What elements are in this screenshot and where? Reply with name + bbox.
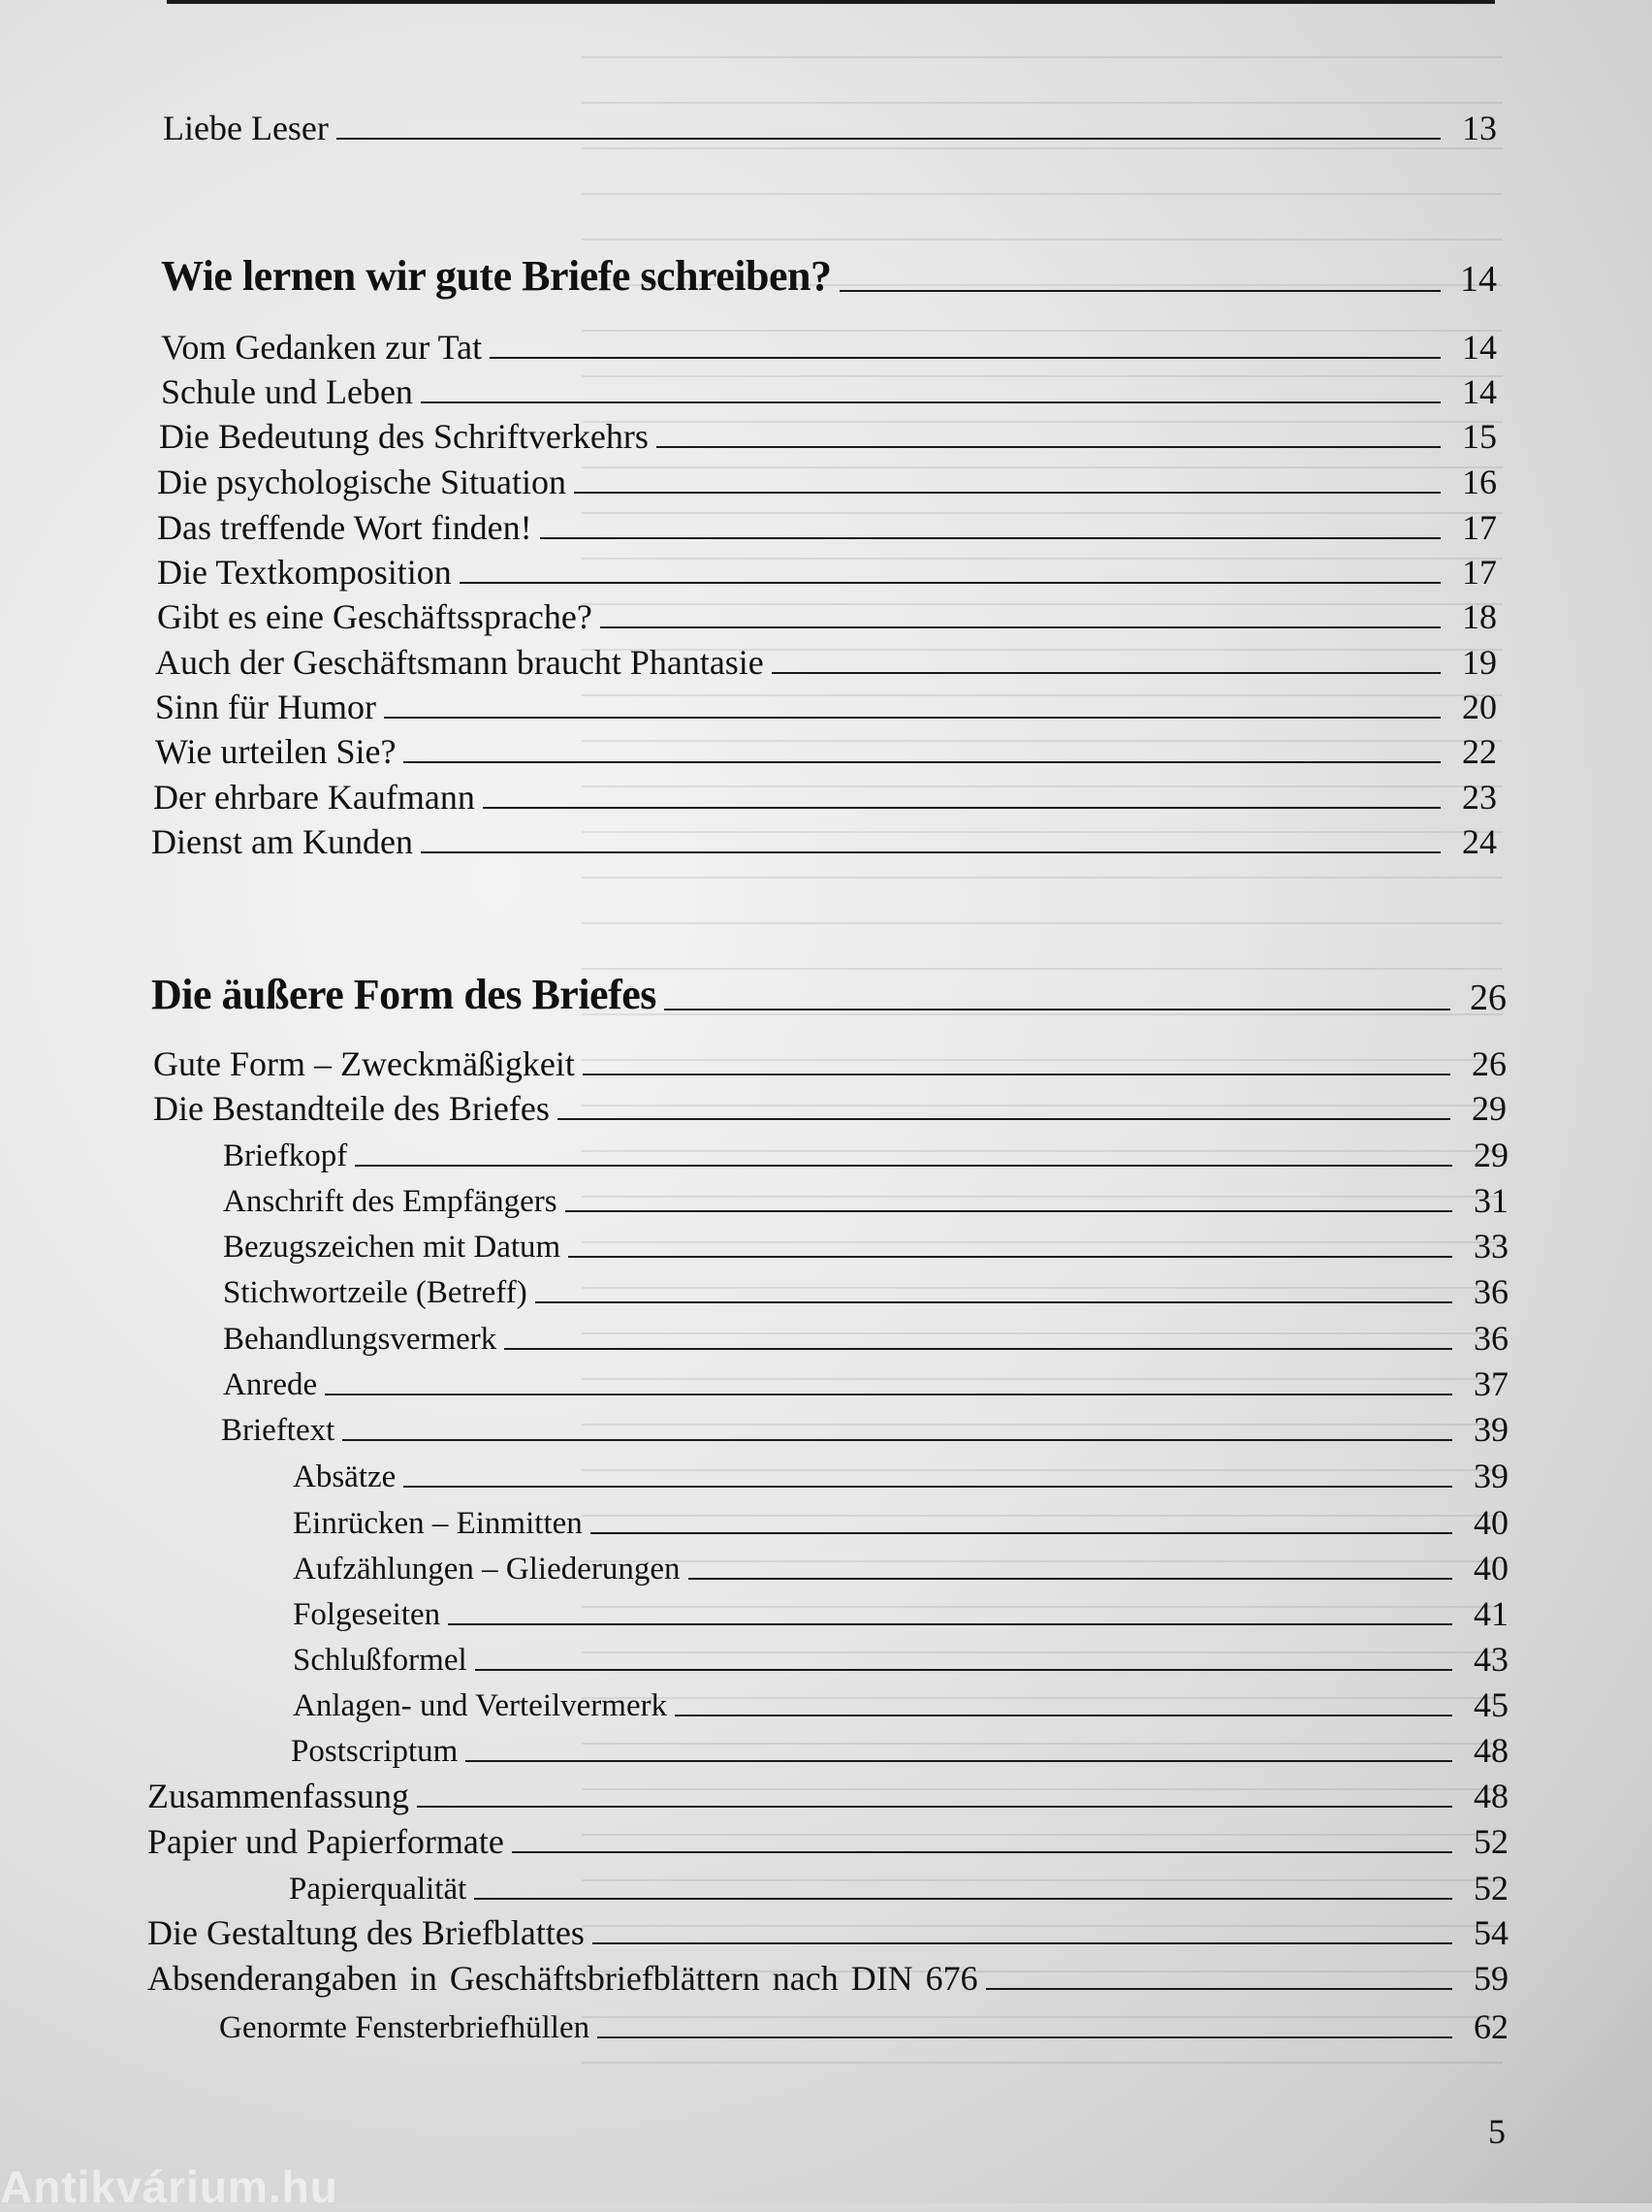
toc-entry-label: Stichwortzeile (Betreff) [223,1275,527,1310]
toc-entry-page: 40 [1474,1549,1509,1587]
toc-entry [159,419,1497,454]
toc-leader-line [465,1760,1452,1762]
toc-entry [147,1824,1509,1859]
toc-entry-label: Papier und Papierformate [147,1822,504,1861]
toc-leader-line [417,1806,1452,1808]
toc-leader-line [512,1851,1452,1853]
toc-leader-line [688,1578,1452,1580]
toc-leader-line [336,138,1441,140]
toc-entry-label: Liebe Leser [163,109,329,147]
toc-entry [157,510,1497,545]
toc-entry [223,1138,1509,1172]
toc-entry [157,599,1497,634]
toc-section-page: 26 [1470,978,1507,1018]
toc-section-title: Die äußere Form des Briefes [151,971,656,1018]
toc-entry-page: 14 [1462,328,1497,367]
toc-leader-line [772,672,1441,674]
toc-leader-line [475,1669,1452,1671]
toc-entry-label: Briefkopf [223,1138,348,1173]
toc-entry-page: 48 [1474,1731,1509,1770]
toc-entry-page: 59 [1474,1959,1509,1998]
toc-entry-page: 54 [1474,1913,1509,1952]
toc-entry-label: Vom Gedanken zur Tat [161,328,483,367]
toc-entry-label: Absätze [293,1459,397,1494]
toc-entry-page: 19 [1462,643,1497,682]
toc-entry [293,1596,1509,1631]
toc-entry [153,1091,1507,1126]
toc-entry-label: Gute Form – Zweckmäßigkeit [153,1044,575,1083]
toc-entry-label: Anlagen- und Verteilvermerk [293,1688,668,1723]
toc-entry-page: 16 [1462,463,1497,501]
toc-leader-line [448,1623,1452,1625]
toc-entry-label: Einrücken – Einmitten [293,1506,583,1541]
toc-entry [219,2009,1509,2044]
toc-entry-label: Die Textkomposition [157,553,452,592]
toc-entry [153,780,1497,815]
watermark: Antikvárium.hu [0,2162,338,2212]
toc-entry-page: 31 [1474,1181,1509,1220]
toc-entry-page: 17 [1462,508,1497,547]
page-number: 5 [1488,2112,1506,2151]
toc-leader-line [403,761,1441,763]
toc-leader-line [535,1301,1452,1303]
toc-entry [291,1733,1509,1768]
toc-entry [147,1961,1509,1996]
toc-entry-label: Die Gestaltung des Briefblattes [147,1913,585,1952]
toc-entry [293,1687,1509,1722]
toc-entry [161,330,1497,365]
toc-leader-line [460,582,1441,584]
toc-entry [293,1459,1509,1493]
toc-leader-line [403,1486,1452,1488]
toc-entry-label: Folgeseiten [293,1597,441,1632]
toc-entry [155,734,1497,769]
toc-entry-label: Absenderangaben in Geschäftsbriefblättern nach DIN 676 [147,1959,978,1998]
toc-entry-label: Das treffende Wort finden! [157,508,532,547]
toc-entry [223,1321,1509,1356]
toc-entry-page: 29 [1472,1089,1507,1128]
toc-entry-page: 52 [1474,1822,1509,1861]
toc-leader-line [664,1009,1450,1010]
toc-entry-label: Schlußformel [293,1643,467,1678]
toc-entry-page: 29 [1474,1136,1509,1174]
toc-entry [223,1229,1509,1264]
toc-entry-page: 14 [1462,372,1497,411]
toc-entry [147,1915,1509,1950]
toc-entry [223,1274,1509,1309]
toc-entry-label: Die Bestandteile des Briefes [153,1089,550,1128]
toc-leader-line [583,1074,1450,1075]
toc-entry-label: Die psychologische Situation [157,463,566,501]
toc-leader-line [675,1715,1452,1716]
toc-entry-page: 37 [1474,1364,1509,1403]
toc-entry [147,1779,1509,1813]
toc-entry-label: Die Bedeutung des Schriftverkehrs [159,417,649,456]
toc-leader-line [474,1898,1452,1900]
toc-entry-label: Wie urteilen Sie? [155,732,397,771]
toc-entry-page: 26 [1472,1044,1507,1083]
toc-entry-label: Der ehrbare Kaufmann [153,778,475,817]
toc-entry-page: 15 [1462,417,1497,456]
toc-entry-liebe-leser [163,111,1497,145]
toc-entry [289,1871,1509,1906]
toc-entry-page: 13 [1462,109,1497,147]
toc-leader-line [421,401,1441,403]
toc-entry-label: Anschrift des Empfängers [223,1184,557,1219]
toc-entry [221,1412,1509,1447]
toc-section-title: Wie lernen wir gute Briefe schreiben? [161,252,832,300]
toc-entry-label: Anrede [223,1367,318,1402]
toc-leader-line [574,492,1441,494]
toc-entry-page: 18 [1462,597,1497,636]
toc-entry-label: Genormte Fensterbriefhüllen [219,2010,590,2045]
toc-entry [223,1366,1509,1401]
toc-entry-label: Behandlungsvermerk [223,1322,497,1357]
toc-entry-page: 62 [1474,2007,1509,2046]
toc-entry [157,555,1497,590]
toc-entry-page: 40 [1474,1503,1509,1542]
toc-entry-page: 45 [1474,1685,1509,1724]
toc-entry [293,1505,1509,1540]
toc-leader-line [656,446,1441,448]
toc-leader-line [590,1532,1452,1534]
toc-leader-line [568,1256,1452,1258]
toc-leader-line [355,1165,1452,1167]
toc-leader-line [557,1118,1450,1120]
toc-entry-page: 22 [1462,732,1497,771]
toc-entry-label: Bezugszeichen mit Datum [223,1230,561,1265]
toc-leader-line [600,626,1441,628]
toc-entry [293,1551,1509,1586]
toc-entry-page: 41 [1474,1594,1509,1633]
toc-entry-page: 48 [1474,1777,1509,1815]
toc-leader-line [840,290,1442,292]
toc-entry-page: 43 [1474,1640,1509,1679]
toc-entry-page: 36 [1474,1272,1509,1311]
toc-entry [223,1183,1509,1218]
toc-entry-page: 36 [1474,1319,1509,1358]
toc-entry-label: Gibt es eine Geschäftssprache? [157,597,592,636]
toc-entry [151,824,1497,859]
toc-leader-line [384,717,1441,719]
toc-entry-page: 20 [1462,688,1497,726]
toc-entry [155,645,1497,680]
toc-section-page: 14 [1460,259,1497,300]
toc-entry-page: 24 [1462,822,1497,861]
toc-leader-line [325,1394,1452,1395]
toc-entry-label: Sinn für Humor [155,688,376,726]
toc-leader-line [483,807,1441,809]
toc-leader-line [565,1210,1452,1212]
toc-leader-line [504,1348,1452,1350]
toc-entry-page: 17 [1462,553,1497,592]
toc-entry-label: Postscriptum [291,1734,459,1769]
toc-entry [153,1046,1507,1081]
toc-entry-page: 52 [1474,1869,1509,1907]
toc-leader-line [597,2036,1452,2038]
toc-entry-label: Brieftext [221,1413,335,1448]
toc-entry [155,689,1497,724]
toc-entry-label: Dienst am Kunden [151,822,413,861]
toc-entry-label: Zusammenfassung [147,1777,409,1815]
toc-entry-label: Schule und Leben [161,372,413,411]
toc-leader-line [490,357,1441,359]
toc-leader-line [421,851,1441,853]
toc-leader-line [986,1988,1452,1990]
toc-entry-page: 23 [1462,778,1497,817]
toc-entry [157,465,1497,499]
toc-entry-label: Papierqualität [289,1872,467,1907]
toc-entry-page: 33 [1474,1227,1509,1266]
top-rule [167,0,1495,4]
toc-leader-line [540,537,1441,539]
toc-entry [161,374,1497,409]
toc-entry-page: 39 [1474,1410,1509,1449]
toc-leader-line [592,1942,1452,1944]
toc-section-heading-2 [151,971,1507,1018]
toc-leader-line [342,1439,1452,1441]
toc-entry-label: Aufzählungen – Gliederungen [293,1552,681,1587]
toc-entry [293,1642,1509,1677]
toc-entry-page: 39 [1474,1457,1509,1495]
toc-section-heading-1 [161,252,1497,300]
toc-entry-label: Auch der Geschäftsmann braucht Phantasie [155,643,764,682]
